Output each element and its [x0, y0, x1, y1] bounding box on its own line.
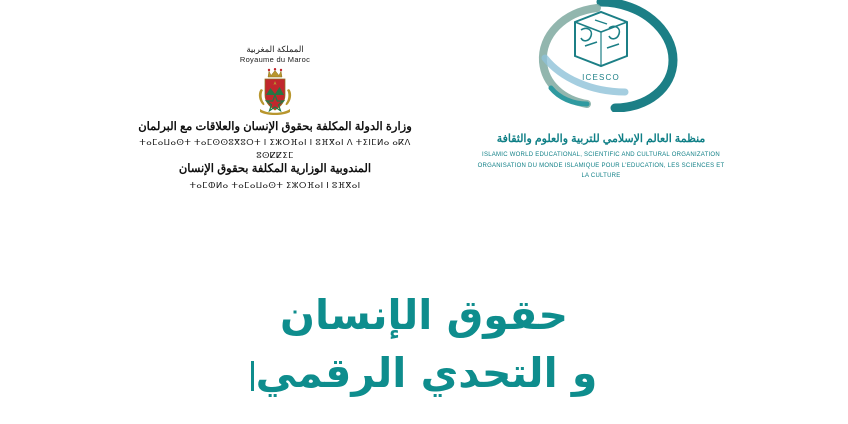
title-line-1: حقوق الإنسان [279, 291, 569, 339]
icesco-logo-icon [501, 0, 701, 110]
svg-text:ICESCO: ICESCO [582, 73, 620, 82]
title-line-2-wrapper [0, 344, 848, 402]
document-title-block [0, 286, 848, 402]
kingdom-of-morocco-french: Royaume du Maroc [239, 54, 311, 64]
icesco-logo-group [476, 0, 726, 181]
ministry-name-tifinagh: ⵜⴰⵎⴰⵡⴰⵙⵜ ⵜⴰⵎⵙⵙⵓⴳⵓⵔⵜ ⵏ ⵉⵣⵔⴼⴰⵏ ⵏ ⵓⴼⴳⴰⵏ ⴷ ⵜⵉⵏⵎⵍⴰ ⴰⴽⴷ ⵓⵙⵇⵇⵉⵎ [139, 136, 411, 160]
icesco-name-arabic: منظمة العالم الإسلامي للتربية والعلوم والثقافة [496, 133, 706, 145]
icesco-name-french: ORGANISATION DU MONDE ISLAMIQUE POUR L'EDUCATION, LES SCIENCES ET LA CULTURE [477, 162, 725, 179]
text-cursor-icon [251, 361, 254, 391]
kingdom-of-morocco-arabic: المملكة المغربية [246, 44, 304, 54]
icesco-name-english: ISLAMIC WORLD EDUCATIONAL, SCIENTIFIC AND CULTURAL ORGANIZATION [482, 152, 720, 159]
delegation-name-tifinagh: ⵜⴰⵎⵀⵍⴰ ⵜⴰⵎⴰⵡⴰⵙⵜ ⵉⵣⵔⴼⴰⵏ ⵏ ⵓⴼⴳⴰⵏ [189, 179, 361, 190]
title-line-2: و التحدي الرقمي [255, 349, 598, 398]
morocco-logo-group [120, 44, 430, 191]
delegation-name-arabic: المندوبية الوزارية المكلفة بحقوق الإنسان [178, 163, 372, 176]
ministry-name-arabic: وزارة الدولة المكلفة بحقوق الإنسان والعلاقات مع البرلمان [138, 121, 412, 134]
morocco-coat-of-arms-icon [254, 66, 296, 116]
